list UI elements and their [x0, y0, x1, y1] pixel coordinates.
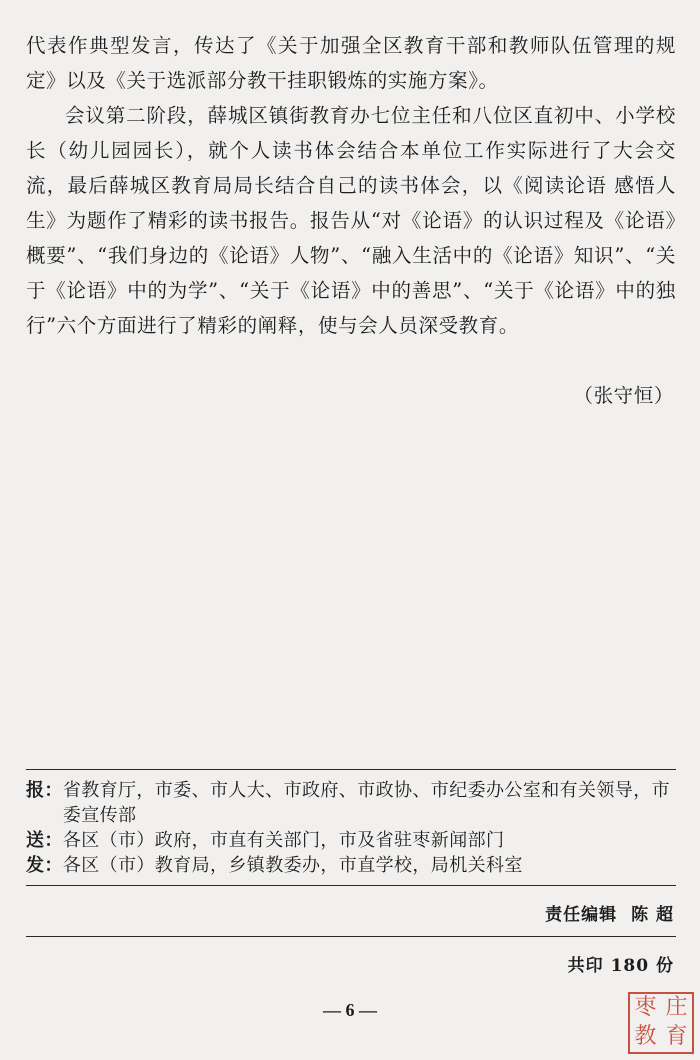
- divider-bottom: [26, 936, 676, 937]
- responsible-editor: [545, 900, 674, 925]
- distribution-issue-text: 各区（市）教育局，乡镇教委办，市直学校，局机关科室: [62, 855, 523, 876]
- divider-middle: [26, 885, 676, 886]
- distribution-issue-label: 发：: [26, 855, 63, 876]
- editor-label: 责任编辑: [545, 905, 618, 925]
- seal-stamp: [628, 992, 694, 1054]
- page-number: — 6 —: [323, 1000, 377, 1020]
- distribution-issue-row: [26, 853, 676, 878]
- editor-name: 陈 超: [631, 905, 674, 925]
- distribution-list: [26, 778, 676, 878]
- divider-top: [26, 769, 676, 770]
- stamp-char-3: 教: [634, 1024, 657, 1049]
- stamp-char-1: 枣: [634, 995, 657, 1020]
- body-paragraph-1: 代表作典型发言，传达了《关于加强全区教育干部和教师队伍管理的规定》以及《关于选派部分教干挂职锻炼的实施方案》。: [26, 34, 676, 92]
- distribution-report-row: [26, 778, 676, 828]
- stamp-char-2: 庄: [665, 995, 688, 1020]
- stamp-char-4: 育: [665, 1024, 688, 1049]
- distribution-report-text: 省教育厅，市委、市人大、市政府、市政协、市纪委办公室和有关领导，市委宣传部: [62, 780, 671, 826]
- author-signature: （张守恒）: [573, 384, 674, 407]
- distribution-report-label: 报：: [26, 780, 63, 801]
- body-paragraph-2: 会议第二阶段，薛城区镇街教育办七位主任和八位区直初中、小学校长（幼儿园园长），就个人读书体会结合本单位工作实际进行了大会交流，最后薛城区教育局局长结合自己的读书体会，以《阅读论语 感悟人生》为题作了精彩的读书报告。报告从“对《论语》的认识过程及《论语》概要”、“我们身边的《论语》人物”、“融入生活中的《论语》知识”、“关于《论语》中的为学”、“关于《论语》中的善思”、“关于《论语》中的独行”六个方面进行了精彩的阐释，使与会人员深受教育。: [26, 104, 676, 337]
- distribution-send-row: [26, 828, 676, 853]
- distribution-send-label: 送：: [26, 830, 63, 851]
- print-copies: 共印 180 份: [567, 956, 674, 976]
- distribution-send-text: 各区（市）政府，市直有关部门，市及省驻枣新闻部门: [62, 830, 505, 851]
